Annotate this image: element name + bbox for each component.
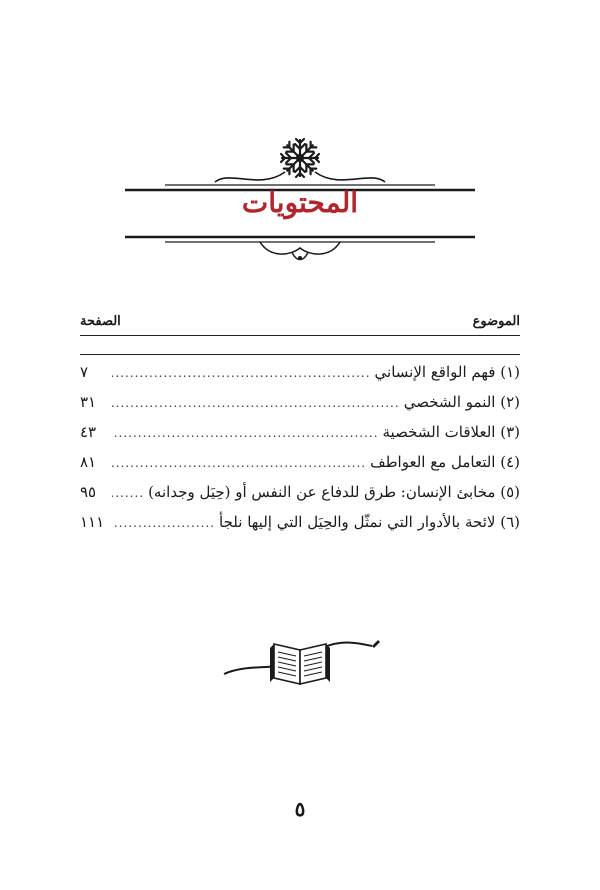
toc-entry[interactable]: [80, 363, 520, 393]
toc-entry-title: (٥) مخابئ الإنسان: طرق للدفاع عن النفس أو (حِيَل وجدانه): [148, 483, 520, 501]
toc-entry-title: (٤) التعامل مع العواطف: [370, 453, 520, 471]
open-book-icon: [222, 628, 382, 688]
dot-leader: [112, 516, 215, 530]
topic-column-label: الموضوع: [472, 314, 520, 329]
page-column-label: الصفحة: [80, 314, 121, 329]
dot-leader: [112, 396, 400, 410]
toc-entry[interactable]: [80, 513, 520, 543]
toc-entries: [80, 363, 520, 543]
toc-entry-title: (٢) النمو الشخصي: [403, 393, 520, 411]
toc-entry[interactable]: [80, 393, 520, 423]
divider: [80, 354, 520, 355]
dot-leader: [112, 456, 366, 470]
toc-entry[interactable]: [80, 423, 520, 453]
toc-entry-page: ٨١: [80, 453, 97, 471]
toc-entry-page: ٣١: [80, 393, 97, 411]
toc-header: [80, 314, 520, 336]
toc-entry-title: (٣) العلاقات الشخصية: [382, 423, 520, 441]
toc-entry-page: ٤٣: [80, 423, 97, 441]
table-of-contents: [80, 314, 520, 543]
dot-leader: [112, 426, 379, 440]
toc-entry-title: (٦) لائحة بالأدوار التي نمثّل والحِيَل التي إليها نلجأ: [219, 513, 520, 531]
toc-entry-page: ٩٥: [80, 483, 97, 501]
dot-leader: [112, 486, 144, 500]
toc-entry-page: ٧: [80, 363, 89, 381]
page-number: ٥: [294, 797, 306, 821]
page-title: المحتويات: [241, 186, 359, 219]
toc-entry-title: (١) فهم الواقع الإنساني: [374, 363, 520, 381]
dot-leader: [112, 366, 371, 380]
toc-entry[interactable]: [80, 453, 520, 483]
toc-entry-page: ١١١: [80, 513, 105, 531]
toc-entry[interactable]: [80, 483, 520, 513]
